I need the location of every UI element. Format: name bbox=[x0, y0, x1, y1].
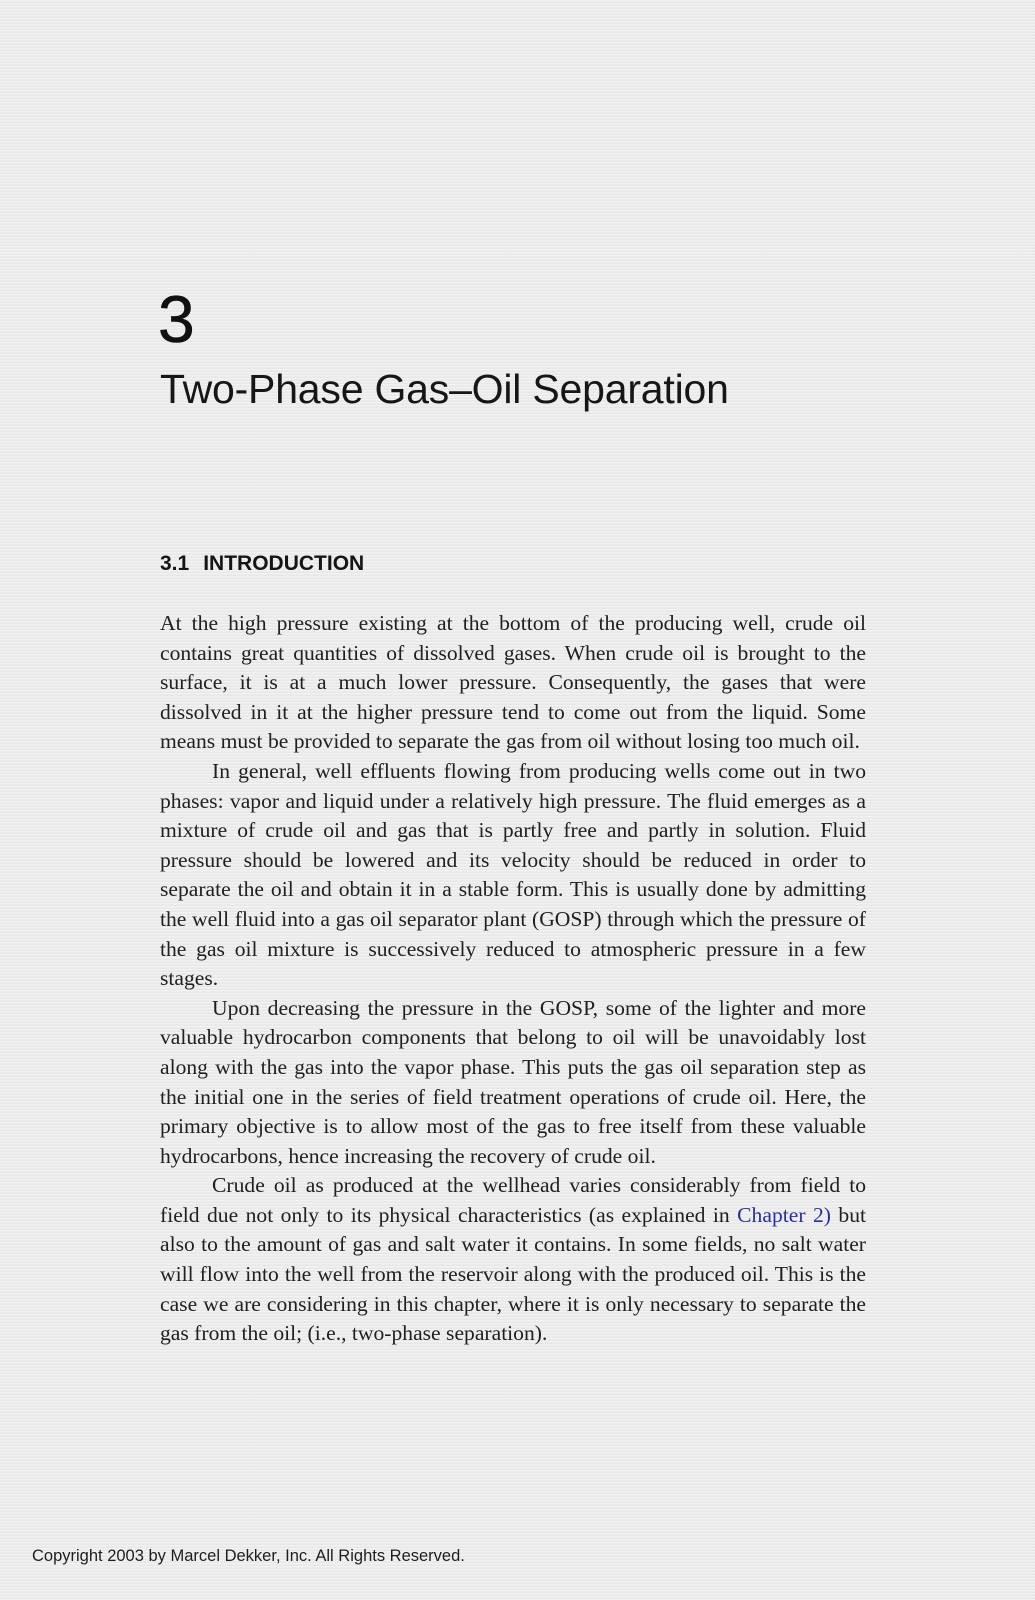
paragraph-3: Upon decreasing the pressure in the GOSP, some of the lighter and more valuable hydrocarbon components that belong to oil will be unavoidably lost along with the gas into the vapor phase. This puts the gas oil separation step as the initial one in the series of field treatment operations of crude oil. Here, the primary objective is to allow most of the gas to free itself from these valuable hydrocarbons, hence increasing the recovery of crude oil. bbox=[160, 995, 866, 1168]
body-text bbox=[160, 609, 866, 1349]
paragraph-4-text-before: Crude oil as produced at the wellhead varies considerably from field to field due not only to its physical characteristics (as explained in bbox=[160, 1173, 866, 1227]
section-heading bbox=[160, 550, 364, 578]
chapter-number: 3 bbox=[158, 282, 195, 356]
section-number: 3.1 bbox=[160, 552, 190, 575]
paragraph-2: In general, well effluents flowing from producing wells come out in two phases: vapor and liquid under a relatively high pressure. The fluid emerges as a mixture of crude oil and gas that is partly free and partly in solution. Fluid pressure should be lowered and its velocity should be reduced in order to separate the oil and obtain it in a stable form. This is usually done by admitting the well fluid into a gas oil separator plant (GOSP) through which the pressure of the gas oil mixture is successively reduced to atmospheric pressure in a few stages. bbox=[160, 758, 866, 991]
paragraph-4-text-after: but also to the amount of gas and salt water it contains. In some fields, no salt water will flow into the well from the reservoir along with the produced oil. This is the case we are considering in this chapter, where it is only necessary to separate the gas from the oil; (i.e., two-phase separation). bbox=[160, 1202, 866, 1346]
chapter-2-link[interactable]: Chapter 2) bbox=[737, 1202, 831, 1227]
paragraph-4 bbox=[160, 1171, 866, 1349]
section-title: INTRODUCTION bbox=[203, 552, 365, 575]
copyright-notice: Copyright 2003 by Marcel Dekker, Inc. All Rights Reserved. bbox=[32, 1547, 465, 1565]
paragraph-1: At the high pressure existing at the bottom of the producing well, crude oil contains great quantities of dissolved gases. When crude oil is brought to the surface, it is at a much lower pressure. Consequently, the gases that were dissolved in it at the higher pressure tend to come out from the liquid. Some means must be provided to separate the gas from oil without losing too much oil. bbox=[160, 611, 866, 754]
chapter-title: Two-Phase Gas–Oil Separation bbox=[160, 366, 729, 412]
